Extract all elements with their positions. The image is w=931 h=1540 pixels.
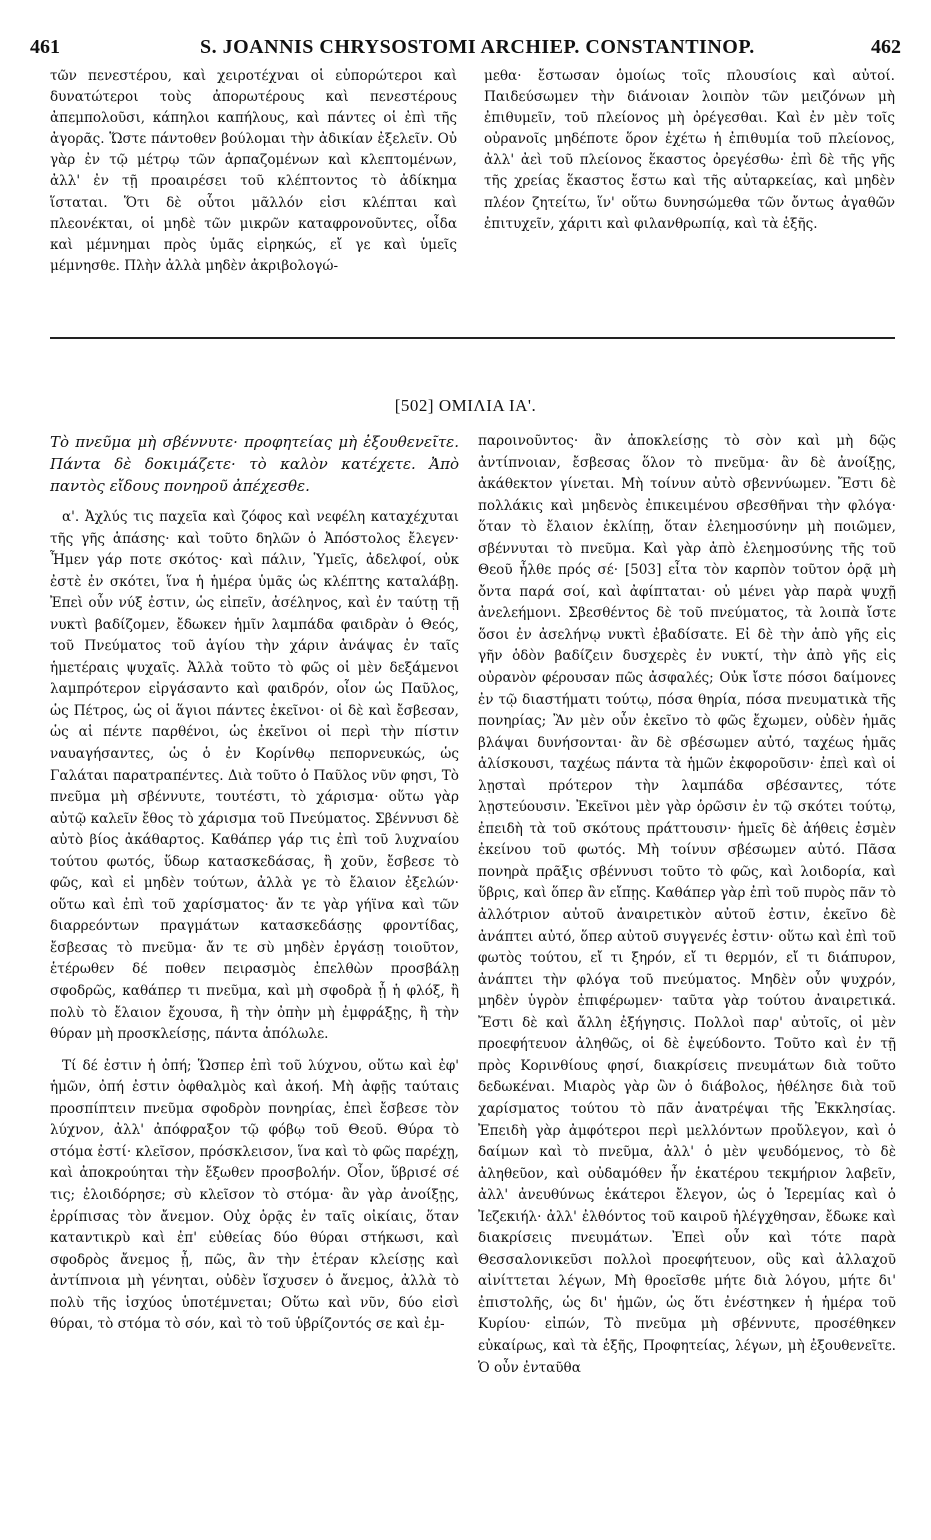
page-number-right: 462 (871, 36, 901, 58)
top-right-text: μεθα· ἔστωσαν ὁμοίως τοῖς πλουσίοις καὶ αὐτοί. Παιδεύσωμεν τὴν διάνοιαν λοιπὸν τῶν μειζόνων μὴ ἐπιθυμεῖν, τοῦ πλείονος μὴ ὀρέγεσθαι. Καὶ ἐν μὲν τοῖς οὐρανοῖς μηδέποτε ὅρον ἐχέτω ἡ ἐπιθυμία τοῦ πλείονος, ἀλλ' ἀεὶ τοῦ πλείονος ἕκαστος ὀρεγέσθω· ἐπὶ δὲ τῆς γῆς τῆς χρείας ἕκαστος ἔστω καὶ τῆς αὐταρκείας, καὶ μηδὲν πλέον ζητείτω, ἵν' οὕτω δυνησώμεθα τῶν ὄντως ἀγαθῶν ἐπιτυχεῖν, χάριτι καὶ φιλανθρωπίᾳ, καὶ τὰ ἑξῆς. (484, 68, 895, 232)
section-divider (50, 337, 895, 339)
paragraph: παροινοῦντος· ἂν ἀποκλείσῃς τὸ σὸν καὶ μὴ δῷς ἀντίπνοιαν, ἔσβεσας ὅλον τὸ πνεῦμα· ἂν δὲ ἀνοίξῃς, ἀκάθεκτον γίνεται. Μὴ τοίνυν αὐτὸ σβεννύωμεν. Ἔστι δὲ πολλάκις καὶ μηδενὸς ἐπικειμένου σβεσθῆναι τὴν φλόγα· ὅταν τὸ ἔλαιον ἐκλίπῃ, ὅταν ἐλεημοσύνην μὴ ποιῶμεν, σβέννυται τὸ πνεῦμα. Καὶ γὰρ ἀπὸ ἐλεημοσύνης τῆς τοῦ Θεοῦ ἦλθε πρός σέ· [503] εἶτα τὸν καρπὸν τοῦτον ὁρᾷ μὴ ὄντα παρά σοί, καὶ ἀφίπταται· οὐ μένει γὰρ παρὰ ψυχῇ ἀνελεήμονι. Σβεσθέντος δὲ τοῦ πνεύματος, τὰ λοιπὰ ἴστε ὅσοι ἐν ἀσελήνῳ νυκτὶ ἐβαδίσατε. Εἰ δὲ τὴν ἀπὸ γῆς εἰς γῆν ὁδὸν βαδίζειν δυσχερὲς ἐν νυκτί, τὴν ἀπὸ γῆς εἰς οὐρανὸν φέρουσαν πῶς ἀσφαλές; Οὐκ ἴστε πόσοι δαίμονες ἐν τῷ διαστήματι τούτῳ, πόσα θηρία, πόσα πνευματικὰ τῆς πονηρίας; Ἂν μὲν οὖν ἐκεῖνο τὸ φῶς ἔχωμεν, οὐδὲν ἡμᾶς βλάψαι δυνήσονται· ἂν δὲ σβέσωμεν αὐτό, ταχέως ἡμᾶς ἁλίσκουσι, ταχέως πάντα τὰ ἡμῶν ἐκφοροῦσιν· ἐπεὶ καὶ οἱ λῃσταὶ πρότερον τὴν λαμπάδα σβέσαντες, τότε λῃστεύουσιν. Ἐκεῖνοι μὲν γὰρ ὁρῶσιν ἐν τῷ σκότει τούτῳ, ἐπειδὴ τὰ τοῦ σκότους πράττουσιν· ἡμεῖς δὲ ἀήθεις ἐσμὲν ἐκείνου τοῦ φωτός. Μὴ τοίνυν σβέσωμεν αὐτό. Πᾶσα πονηρὰ πρᾶξις σβέννυσι τοῦτο τὸ φῶς, καὶ λοιδορία, καὶ ὕβρις, καὶ ὅπερ ἂν εἴπῃς. Καθάπερ γὰρ ἐπὶ τοῦ πυρὸς πᾶν τὸ ἀλλότριον αὐτοῦ ἀναιρετικὸν αὐτοῦ ἐστιν, ἐκεῖνο δὲ ἀνάπτει αὐτό, ὅπερ αὐτοῦ συγγενές ἐστιν· οὕτω καὶ ἐπὶ τοῦ φωτὸς τούτου, εἴ τι ξηρόν, εἴ τι θερμόν, εἴ τι διάπυρον, ἀνάπτει τὴν φλόγα τοῦ πνεύματος. Μηδὲν οὖν ψυχρόν, μηδὲν ὑγρὸν ἐπιφέρωμεν· ταῦτα γὰρ τούτου ἀναιρετικά. Ἔστι δὲ καὶ ἄλλη ἐξήγησις. Πολλοὶ παρ' αὐτοῖς, οἱ μὲν προεφήτευον ἀληθῶς, οἱ δὲ ἐψεύδοντο. Τοῦτο καὶ ἐν τῇ πρὸς Κορινθίους φησί, διακρίσεις πνευμάτων διὰ τοῦτο δεδωκέναι. Μιαρὸς γὰρ ὢν ὁ διάβολος, ἠθέλησε διὰ τοῦ χαρίσματος τούτου τὸ πᾶν ἀνατρέψαι τῆς Ἐκκλησίας. Ἐπειδὴ γὰρ ἀμφότεροι περὶ μελλόντων προὔλεγον, καὶ ὁ δαίμων καὶ τὸ πνεῦμα, ἀλλ' ὁ μὲν ψευδόμενος, τὸ δὲ ἀληθεῦον, καὶ οὐδαμόθεν ἦν ἑκατέρου τεκμήριον λαβεῖν, ἀλλ' ἀνευθύνως ἑκάτεροι ἔλεγον, ὡς ὁ Ἱερεμίας καὶ ὁ Ἰεζεκιήλ· ἀλλ' ἐλθόντος τοῦ καιροῦ ἠλέγχθησαν, ἔδωκε καὶ διακρίσεις πνευμάτων. Ἐπεὶ οὖν καὶ τότε παρὰ Θεσσαλονικεῦσι πολλοὶ προεφήτευον, οὓς καὶ ἀλλαχοῦ αἰνίττεται λέγων, Μὴ θροεῖσθε μήτε διὰ λόγου, μήτε δι' ἐπιστολῆς, ὡς δι' ἡμῶν, ὡς ὅτι ἐνέστηκεν ἡ ἡμέρα τοῦ Κυρίου· εἰπών, Τὸ πνεῦμα μὴ σβέννυτε, προσέθηκεν εὐκαίρως, καὶ τὰ ἑξῆς, Προφητείας, λέγων, μὴ ἐξουθενεῖτε. Ὁ οὖν ἐνταῦθα (478, 433, 896, 1376)
top-left-text: τῶν πενεστέρου, καὶ χειροτέχναι οἱ εὐπορώτεροι καὶ δυνατώτεροι τοὺς ἀπορωτέρους καὶ πενεστέρους ἀπεμπολοῦσι, κάπηλοι καπήλους, καὶ πάντες οἱ ἐπὶ τῆς ἀγορᾶς. Ὥστε πάντοθεν βούλομαι τὴν ἀδικίαν ἐξελεῖν. Οὐ γὰρ ἐν τῷ μέτρῳ τῶν ἁρπαζομένων καὶ κλεπτομένων, ἀλλ' ἐν τῇ προαιρέσει τοῦ κλέπτοντος τὸ ἀδίκημα ἵσταται. Ὅτι δὲ οὗτοι μᾶλλόν εἰσι κλέπται καὶ πλεονέκται, οἱ μηδὲ τῶν μικρῶν καταφρονοῦντες, οἶδα καὶ μέμνημαι πρὸς ὑμᾶς εἰρηκώς, εἴ γε καὶ ὑμεῖς μέμνησθε. Πλὴν ἀλλὰ μηδὲν ἀκριβολογώ- (50, 68, 457, 274)
page-number-left: 461 (30, 36, 60, 58)
top-right-column (484, 66, 895, 235)
running-title: S. JOANNIS CHRYSOSTOMI ARCHIEP. CONSTANTINOP. (200, 36, 755, 58)
paragraph: Τί δέ ἐστιν ἡ ὀπή; Ὥσπερ ἐπὶ τοῦ λύχνου, οὕτω καὶ ἐφ' ἡμῶν, ὀπή ἐστιν ὀφθαλμὸς καὶ ἀκοή. Μὴ ἀφῇς ταύταις προσπίπτειν πνεῦμα σφοδρὸν πονηρίας, ἐπεὶ ἔσβεσε τὸν λύχνον, ἀλλ' ἀπόφραξον τῷ φόβῳ τοῦ Θεοῦ. Θύρα τὸ στόμα ἐστί· κλεῖσον, πρόσκλεισον, ἵνα καὶ τὸ φῶς παρέχῃ, καὶ ἀποκρούηται τὴν ἔξωθεν προσβολήν. Οἷον, ὕβρισέ σέ τις; ἐλοιδόρησε; σὺ κλεῖσον τὸ στόμα· ἂν γὰρ ἀνοίξῃς, ἐρρίπισας τὸν ἄνεμον. Οὐχ ὁρᾷς ἐν ταῖς οἰκίαις, ὅταν καταντικρὺ καὶ ἐπ' εὐθείας δύο θύραι στήκωσι, καὶ σφοδρὸς ἄνεμος ᾖ, πῶς, ἂν τὴν ἑτέραν κλείσῃς καὶ ἀντίπνοια μὴ γένηται, οὐδὲν ἴσχυσεν ὁ ἄνεμος, ἀλλὰ τὸ πολὺ τῆς ἰσχύος ὑποτέμνεται; Οὕτω καὶ νῦν, δύο εἰσὶ θύραι, τὸ στόμα τὸ σόν, καὶ τὸ τοῦ ὑβρίζοντός σε καὶ ἐμ- (50, 1057, 459, 1333)
bottom-right-column (478, 431, 896, 1379)
homily-heading: [502] ΟΜΙΛΙΑ ΙΑ'. (394, 396, 537, 415)
epigraph: Τὸ πνεῦμα μὴ σβέννυτε· προφητείας μὴ ἐξουθενεῖτε. Πάντα δὲ δοκιμάζετε· τὸ καλὸν κατέχετε. Ἀπὸ παντὸς εἴδους πονηροῦ ἀπέχεσθε. (50, 433, 459, 495)
bottom-left-column (50, 431, 459, 1336)
top-left-column (50, 66, 457, 277)
paragraph: α'. Ἀχλύς τις παχεῖα καὶ ζόφος καὶ νεφέλη καταχέχυται τῆς γῆς ἁπάσης· καὶ τοῦτο δηλῶν ὁ Ἀπόστολος ἔλεγεν· Ἦμεν γάρ ποτε σκότος· καὶ πάλιν, Ὑμεῖς, ἀδελφοί, οὐκ ἐστὲ ἐν σκότει, ἵνα ἡ ἡμέρα ὑμᾶς ὡς κλέπτης καταλάβῃ. Ἐπεὶ οὖν νύξ ἐστιν, ὡς εἰπεῖν, ἀσέληνος, καὶ ἐν ταύτῃ τῇ νυκτὶ βαδίζομεν, ἔδωκεν ἡμῖν λαμπάδα φαιδρὰν ὁ Θεός, τοῦ Πνεύματος τοῦ ἁγίου τὴν χάριν ἀνάψας ἐν ταῖς ἡμετέραις ψυχαῖς. Ἀλλὰ τοῦτο τὸ φῶς οἱ μὲν δεξάμενοι λαμπρότερον εἰργάσαντο καὶ φαιδρόν, οἷον ὡς Παῦλος, ὡς Πέτρος, ὡς οἱ ἅγιοι πάντες ἐκεῖνοι· οἱ δὲ καὶ ἔσβεσαν, ὡς αἱ πέντε παρθένοι, ὡς ἐκεῖνοι οἱ περὶ τὴν πίστιν ναυαγήσαντες, ὡς ὁ ἐν Κορίνθῳ πεπορνευκώς, ὡς Γαλάται παρατραπέντες. Διὰ τοῦτο ὁ Παῦλος νῦν φησι, Τὸ πνεῦμα μὴ σβέννυτε, τουτέστι, τὸ χάρισμα· οὕτω γὰρ αὐτῷ καλεῖν ἔθος τὸ χάρισμα τοῦ Πνεύματος. Σβέννυσι δὲ αὐτὸ βίος ἀκάθαρτος. Καθάπερ γάρ τις ἐπὶ τοῦ λυχναίου τούτου φωτός, ὕδωρ κατασκεδάσας, ἢ χοῦν, ἔσβεσε τὸ φῶς, καὶ εἰ μηδὲν τούτων, ἀλλὰ γε τὸ ἔλαιον ἐξελών· οὕτω καὶ ἐπὶ τοῦ χαρίσματος· ἄν τε γὰρ γήϊνα καὶ τῶν διαρρεόντων πραγμάτων κατασκεδάσῃς φροντίδας, ἔσβεσας τὸ πνεῦμα· ἄν τε σὺ μηδὲν ἐργάσῃ τοιοῦτον, ἑτέρωθεν δέ ποθεν πειρασμὸς ἐπελθὼν προσβάλῃ σφοδρῶς, καθάπερ τι πνεῦμα, καὶ μὴ σφοδρὰ ᾖ ἡ φλόξ, ἢ πολὺ τὸ ἔλαιον ἔχουσα, ἢ τὴν ὀπὴν μὴ ἐμφράξῃς, ἢ τὴν θύραν μὴ προσκλείσῃς, πάντα ἀπόλωλε. (50, 509, 459, 1043)
running-head (30, 36, 901, 60)
